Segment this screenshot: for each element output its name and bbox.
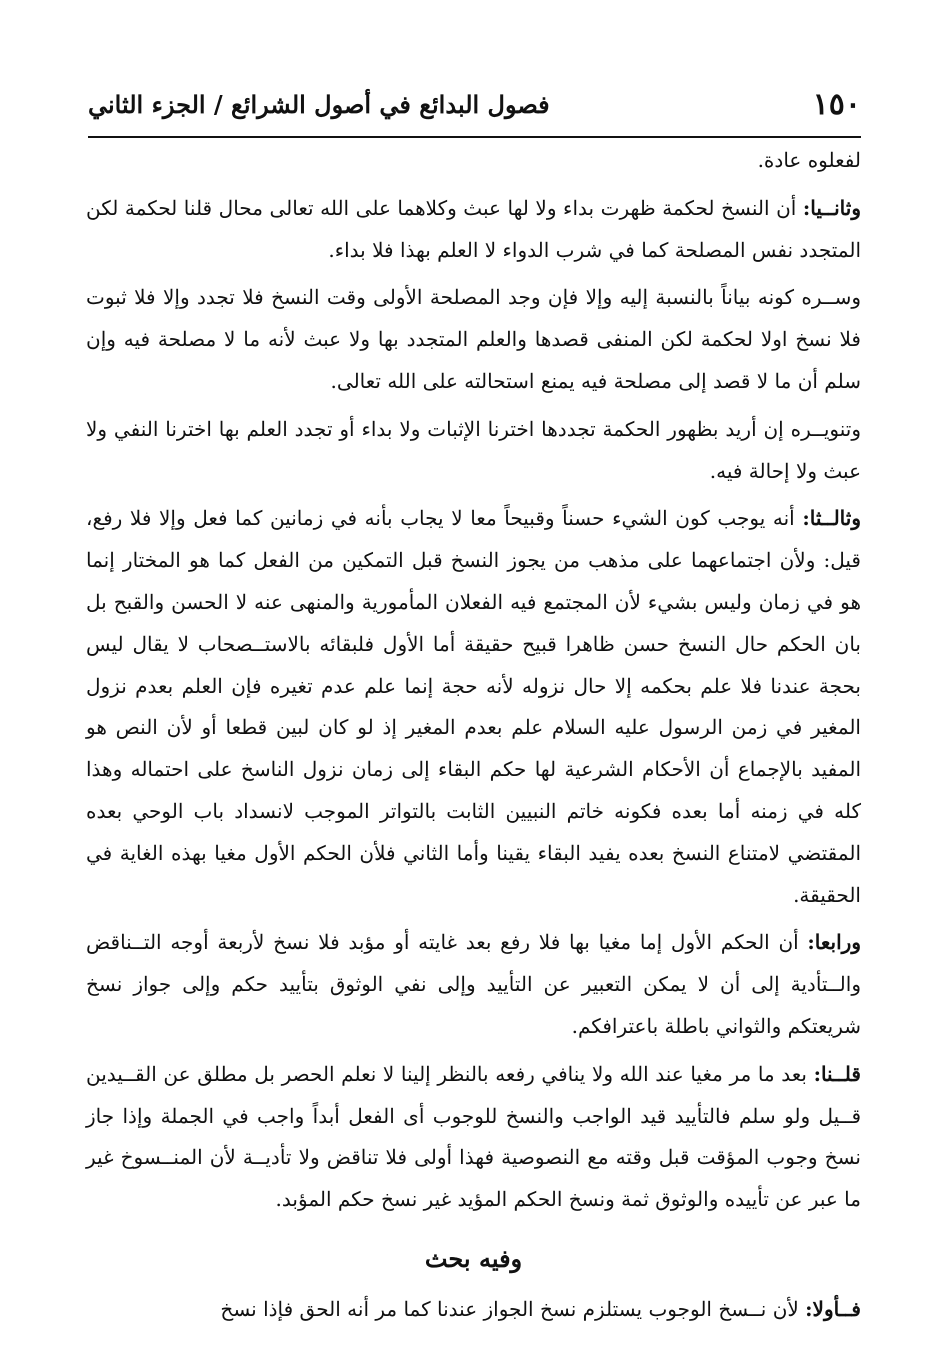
paragraph-text: أن الحكم الأول إما مغيا بها فلا رفع بعد غايته أو مؤبد فلا نسخ لأربعة أوجه التــناقض والــتأدية إلى أن لا يمكن التعبير عن التأييد وإلى نفي الوثوق بتأييد حكم وإلى جواز نسخ شريعتكم والثواني باطلة باعترافكم. <box>86 930 861 1038</box>
paragraph-1 <box>86 140 861 182</box>
paragraph-lead: قلــنا: <box>813 1061 861 1086</box>
final-paragraph <box>86 1289 861 1331</box>
paragraph-2 <box>86 188 861 272</box>
paragraph-lead: ورابعا: <box>807 930 861 955</box>
page-body <box>86 140 861 1331</box>
paragraph-lead: وثانــيا: <box>802 195 861 220</box>
paragraph-text: أنه يوجب كون الشيء حسناً وقبيحاً معا لا يجاب بأنه في زمانين كما فعل وإلا فلا رفع، قيل: ولأن اجتماعهما على مذهب من يجوز النسخ قبل التمكين من الفعل كما هو المختار إنما هو في زمان وليس بشيء لأن المجتمع فيه الفعلان المأمورية والمنهى عنه لا الحسن والقبح بل بان الحكم حال النسخ حسن ظاهرا قبيح حقيقة أما الأول فلبقائه بالاستــصحاب لا يقال ليس بحجة عندنا فلا علم بحكمه إلا حال نزوله لأنه حجة إنما علم عدم تغيره فإن العلم بعدم نزول المغير في زمن الرسول عليه السلام علم بعدم المغير إذ لو كان لبين قطعا أو لأن النص هو المفيد بالإجماع أن الأحكام الشرعية لها حكم البقاء إلى زمان نزول الناسخ على احتماله وهذا كله في زمنه أما بعده فكونه خاتم النبيين الثابت بالتواتر الموجب لانسداد باب الوحي بعده المقتضي لامتناع النسخ بعده يفيد البقاء يقينا وأما الثاني فلأن الحكم الأول مغيا بهذه الغاية في الحقيقة. <box>86 506 862 907</box>
page-number: ١٥٠ <box>812 86 861 122</box>
paragraph-3 <box>86 277 861 402</box>
paragraph-5 <box>86 498 861 916</box>
paragraph-7 <box>86 1054 861 1221</box>
paragraph-text: أن النسخ لحكمة ظهرت بداء ولا لها عبث وكلاهما على الله تعالى محال قلنا لحكمة لكن المتجدد نفس المصلحة كما في شرب الدواء لا العلم بهذا فلا بداء. <box>86 195 861 262</box>
running-title: فصول البدائع في أصول الشرائع / الجزء الثاني <box>88 89 550 119</box>
paragraph-text: وســره كونه بياناً بالنسبة إليه وإلا فإن وجد المصلحة الأولى وقت النسخ فلا تجدد وإلا فلا ثبوت فلا نسخ اولا لحكمة لكن المنفى قصدها والعلم المتجدد بها ولا عبث لأنه ما لا مصلحة فيه وإن سلم أن ما لا قصد إلى مصلحة فيه يمنع استحالته على الله تعالى. <box>86 285 861 393</box>
paragraph-4 <box>86 409 861 493</box>
paragraph-text: وتنويــره إن أريد بظهور الحكمة تجددها اخترنا الإثبات ولا بداء أو تجدد العلم بها اخترنا النفي ولا عبث ولا إحالة فيه. <box>86 416 861 483</box>
paragraph-6 <box>86 922 861 1047</box>
paragraph-lead: وثالــثا: <box>802 506 861 531</box>
page-header <box>88 72 861 138</box>
paragraph-text: لأن نــسخ الوجوب يستلزم نسخ الجواز عندنا كما مر أنه الحق فإذا نسخ <box>220 1296 806 1321</box>
paragraph-text: بعد ما مر مغيا عند الله ولا ينافي رفعه بالنظر إلينا لا نعلم الحصر بل مطلق عن القــيدين قــيل ولو سلم فالتأييد قيد الواجب والنسخ للوجوب أى الفعل أبداً واجب في الجملة وإذا جاز نسخ وجوب المؤقت قبل وقته مع النصوصية فهذا أولى فلا تناقض ولا تأديــة لأن المنــسوخ غير ما عبر عن تأييده والوثوق ثمة ونسخ الحكم المؤيد غير نسخ حكم المؤبد. <box>86 1061 861 1212</box>
paragraph-lead: فــأولا: <box>805 1296 861 1321</box>
section-heading: وفيه بحث <box>424 1243 523 1273</box>
paragraph-text: لفعلوه عادة. <box>757 148 861 172</box>
